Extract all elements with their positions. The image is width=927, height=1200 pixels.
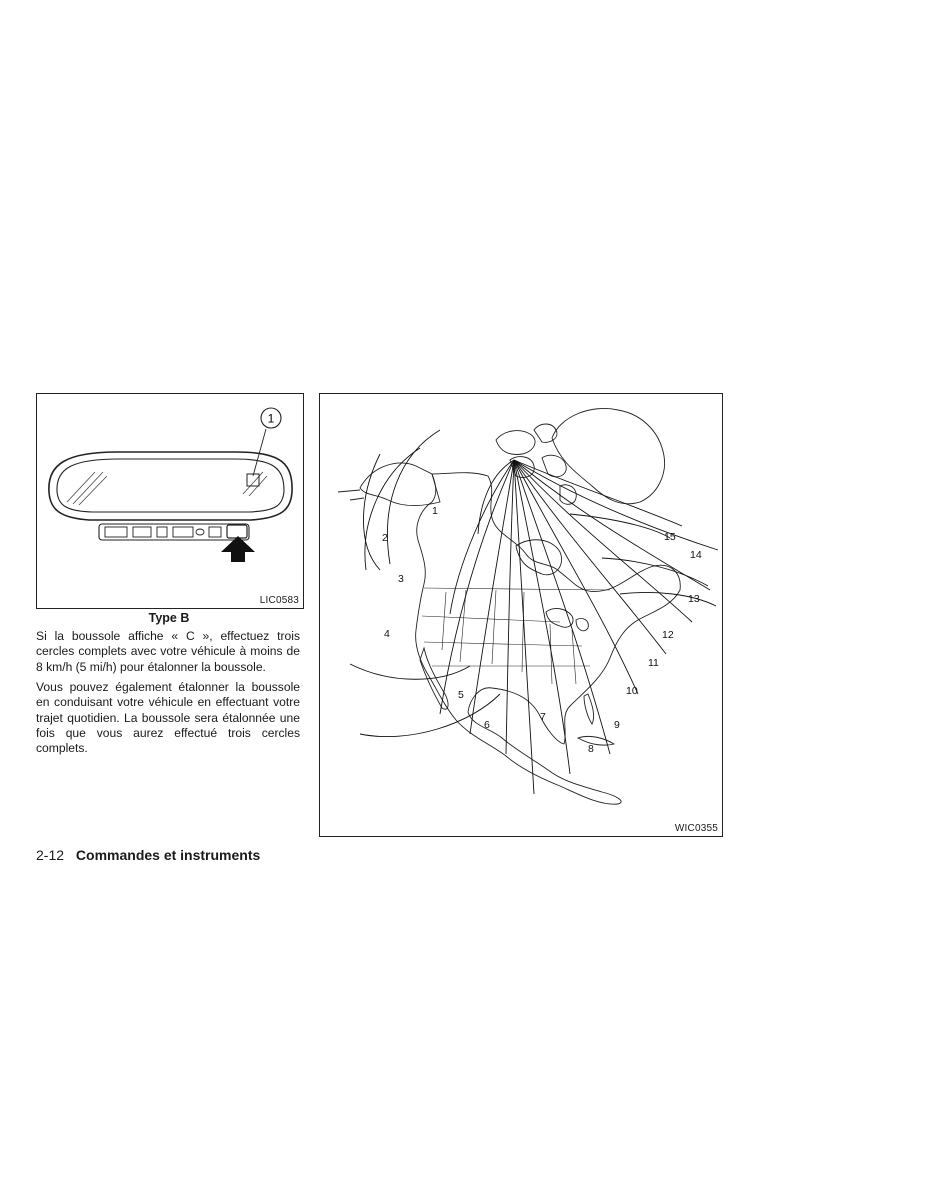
zone-label-10: 10 [626, 685, 638, 697]
zone-map-illustration [320, 394, 722, 836]
zone-label-5: 5 [458, 689, 464, 701]
paragraph-alternate-calibration: Vous pouvez également étalonner la boussole en conduisant votre véhicule en effectuant votre trajet quotidien. La boussole sera étalonnée une fois que vous aurez effectué trois cercles complets. [36, 680, 300, 756]
zone-label-6: 6 [484, 719, 490, 731]
zone-label-4: 4 [384, 628, 390, 640]
zone-label-8: 8 [588, 743, 594, 755]
figure-caption: Type B [148, 611, 190, 625]
page-footer [36, 847, 260, 863]
zone-label-12: 12 [662, 629, 674, 641]
zone-label-7: 7 [540, 711, 546, 723]
mirror-illustration [37, 394, 303, 608]
zone-label-2: 2 [382, 532, 388, 544]
zone-label-13: 13 [688, 593, 700, 605]
paragraph-calibration: Si la boussole affiche « C », effectuez trois cercles complets avec votre véhicule à moins de 8 km/h (5 mi/h) pour étalonner la boussole. [36, 629, 300, 674]
zone-label-14: 14 [690, 549, 702, 561]
mirror-figure [36, 393, 304, 609]
zone-label-11: 11 [648, 657, 659, 669]
figure-code: WIC0355 [674, 823, 718, 834]
zone-label-3: 3 [398, 573, 404, 585]
page-number: 2-12 [36, 847, 65, 863]
figure-code: LIC0583 [259, 595, 299, 606]
zone-label-9: 9 [614, 719, 620, 731]
zone-map-figure [319, 393, 723, 837]
section-title: Commandes et instruments [75, 847, 261, 863]
zone-label-15: 15 [664, 531, 676, 543]
callout-number: 1 [267, 411, 275, 426]
zone-label-1: 1 [432, 505, 438, 517]
zone-labels [382, 505, 702, 755]
